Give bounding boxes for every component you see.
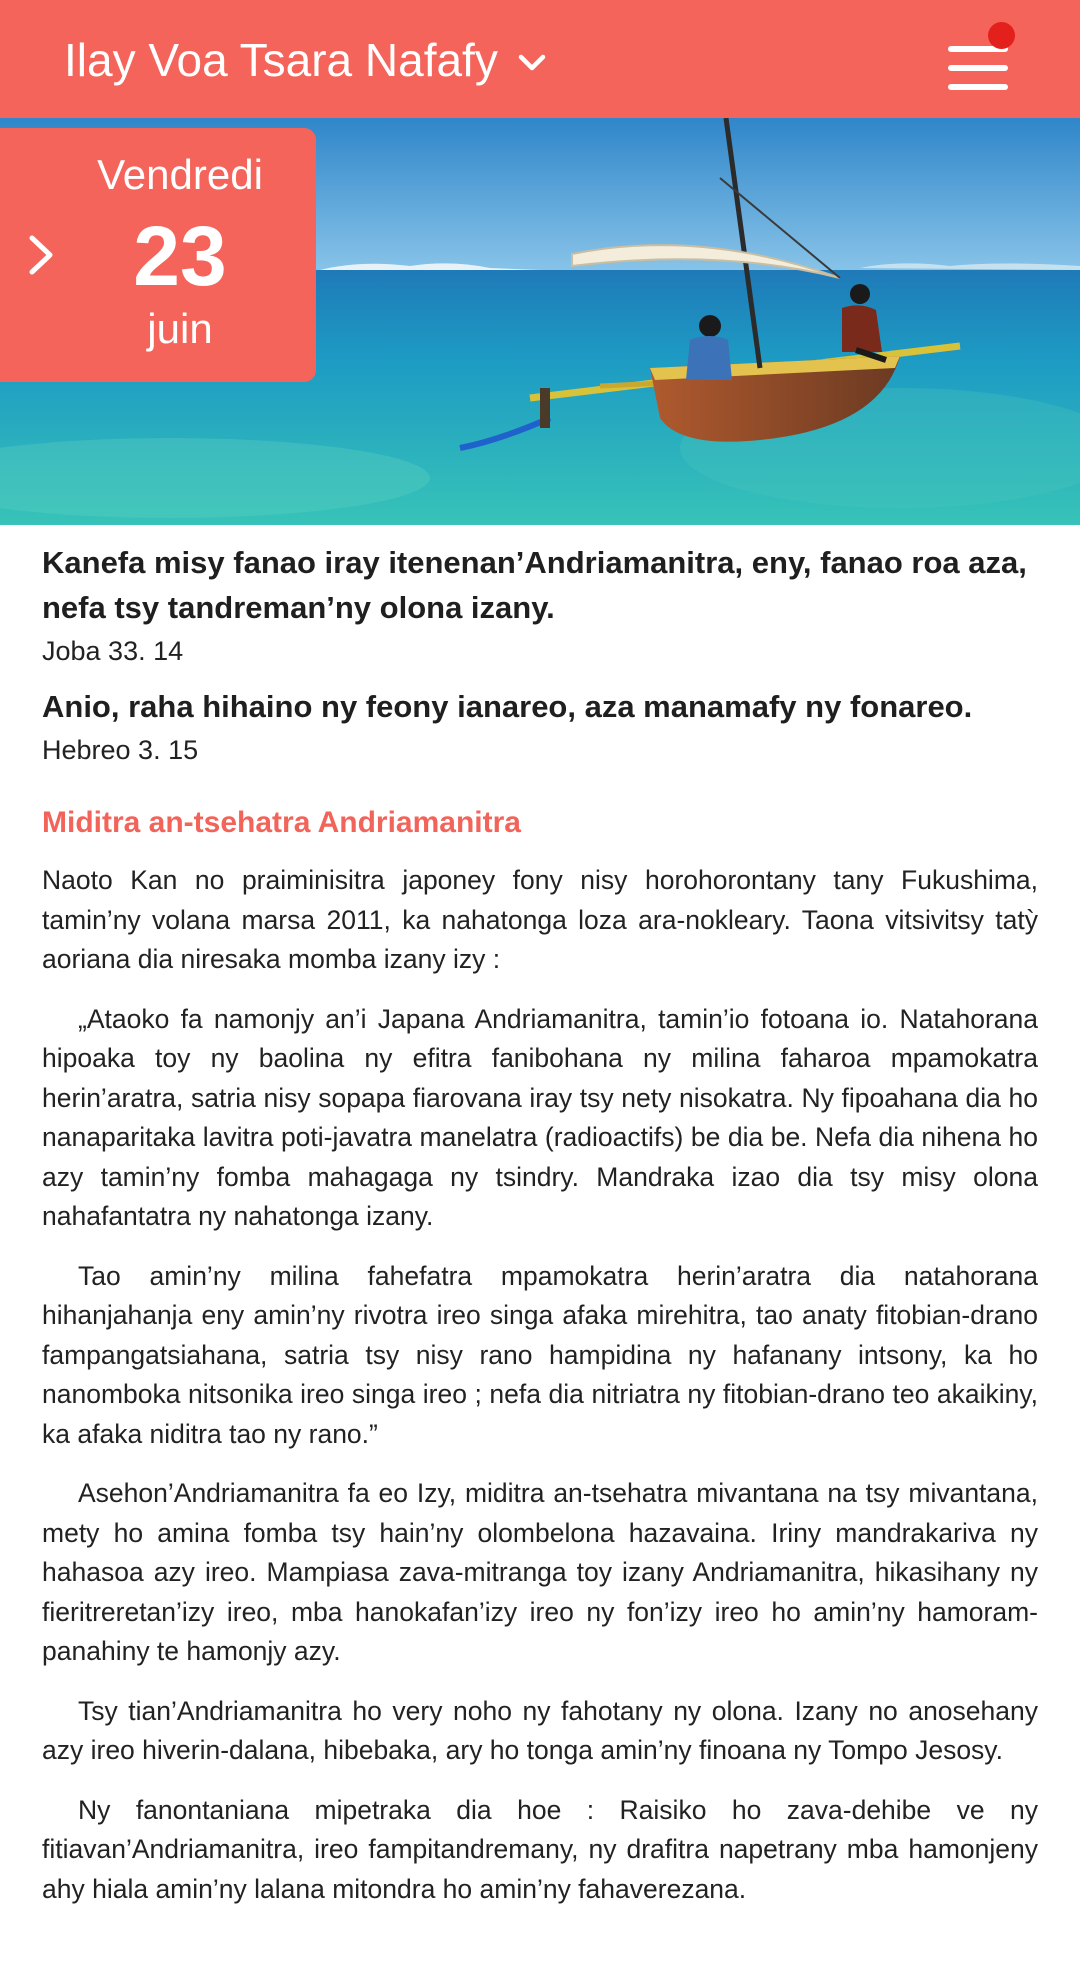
publication-selector[interactable] (64, 30, 548, 90)
app-title: Ilay Voa Tsara Nafafy (64, 34, 498, 86)
verse-reference: Hebreo 3. 15 (42, 735, 199, 765)
daily-content (42, 540, 1038, 1929)
article-title: Miditra an-tsehatra Andriamanitra (42, 806, 521, 839)
chevron-right-icon[interactable] (26, 232, 56, 278)
verse-text: Anio, raha hihaino ny feony ianareo, aza manamafy ny fonareo. (42, 689, 973, 724)
article-paragraph: Tsy tian’Andriamanitra ho very noho ny fahotany ny olona. Izany no anosehany azy ireo hiverin-dalana, hibebaka, ary ho tonga amin’ny finoana ny Tompo Jesosy. (42, 1695, 1038, 1765)
notification-dot (988, 22, 1015, 49)
article-paragraph: Naoto Kan no praiminisitra japoney fony nisy horohorontany tany Fukushima, tamin’ny volana marsa 2011, ka nahatonga loza ara-nokleary. Taona vitsivitsy tatỳ aoriana dia niresaka momba izany izy : (42, 865, 1038, 974)
verse-text: Kanefa misy fanao iray itenenan’Andriamanitra, eny, fanao roa aza, nefa tsy tandreman’ny olona izany. (42, 545, 1027, 625)
date-card[interactable] (0, 128, 316, 382)
date-day: 23 (133, 209, 227, 303)
date-month: juin (147, 305, 213, 352)
article-paragraph: Asehon’Andriamanitra fa eo Izy, miditra an-tsehatra mivantana na tsy mivantana, mety ho amina fomba tsy hain’ny olombelona hazavaina. Iriny mandrakariva ny hahasoa azy ireo. Mampiasa zava-mitranga toy izany Andriamanitra, hikasihany ny fieritreretan’izy ireo, mba hanokafan’izy ireo ny fon’izy ireo ho amin’ny hamoram-panahiny te hamonjy azy. (42, 1478, 1038, 1666)
date-weekday: Vendredi (97, 151, 263, 198)
app-header (0, 0, 1080, 118)
verse-reference: Joba 33. 14 (42, 636, 184, 666)
menu-button[interactable] (944, 22, 1018, 92)
article-paragraph: Ny fanontaniana mipetraka dia hoe : Raisiko ho zava-dehibe ve ny fitiavan’Andriamanitra, ireo fampitandremany, ny drafitra napetrany mba hamonjeny ahy hiala amin’ny lalana mitondra ho amin’ny fahaverezana. (42, 1794, 1038, 1904)
chevron-down-icon (516, 47, 548, 79)
article-paragraph: Tao amin’ny milina fahefatra mpamokatra herin’aratra dia natahorana hihanjahanja eny amin’ny rivotra ireo singa afaka mirehitra, tao anaty fitobian-drano fampangatsiahana, satria tsy nisy rano hampidina ny hafanany intsony, ka ho nanomboka nitsonika ireo singa ireo ; nefa dia nitriatra ny fitobian-drano teo akaikiny, ka afaka niditra tao ny rano.” (42, 1260, 1038, 1449)
article-paragraph: „Ataoko fa namonjy an’i Japana Andriamanitra, tamin’io fotoana io. Natahorana hipoaka toy ny baolina ny efitra fanibohana ny milina faharoa mpamokatra herin’aratra, satria nisy sopapa fiarovana iray tsy nety nisokatra. Ny fipoahana dia ho nanaparitaka lavitra poti-javatra manelatra (radioactifs) be dia be. Nefa dia nihena ho azy tamin’ny fomba mahagaga ny tsindry. Mandraka izao dia tsy misy olona nahafantatra ny nahatonga izany. (42, 1003, 1038, 1231)
